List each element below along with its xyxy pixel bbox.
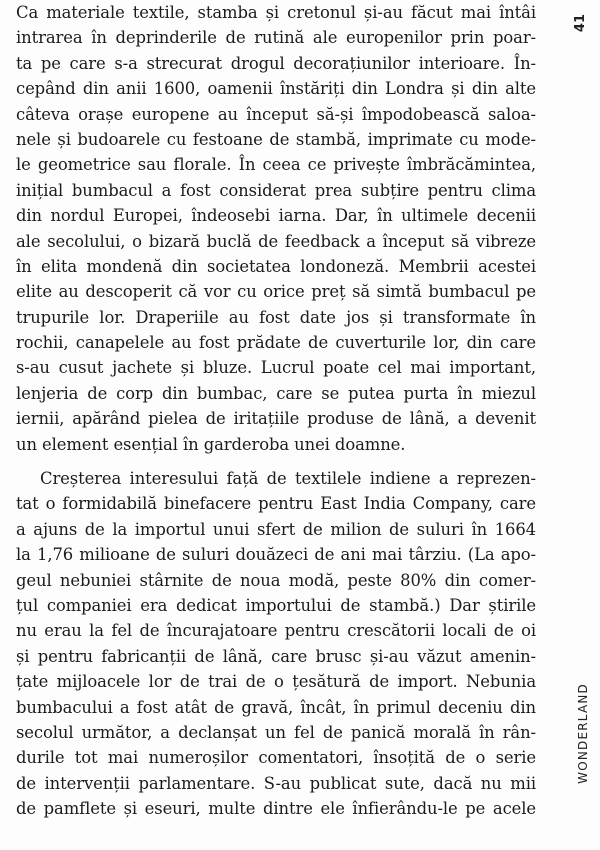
text-line: trupurile lor. Draperiile au fost date jos și transformate în <box>16 307 536 327</box>
text-line: nele și budoarele cu festoane de stambă, imprimate cu mode- <box>16 129 536 149</box>
text-line: Creșterea interesului față de textilele indiene a reprezen- <box>40 469 536 489</box>
running-head: WONDERLAND <box>576 683 590 784</box>
text-line: de pamflete și eseuri, multe dintre ele înfierându-le pe acele <box>16 799 536 819</box>
text-line: țul companiei era dedicat importului de stambă.) Dar știrile <box>16 595 536 615</box>
text-line: la 1,76 milioane de suluri douăzeci de ani mai târziu. (La apo- <box>16 545 536 565</box>
text-line: în elita mondenă din societatea londoneză. Membrii acestei <box>16 256 536 276</box>
text-line: lenjeria de corp din bumbac, care se putea purta în miezul <box>16 383 536 403</box>
text-line: câteva orașe europene au început să-și împodobească saloa- <box>16 104 536 124</box>
text-line: geul nebuniei stârnite de noua modă, peste 80% din comer- <box>16 570 536 590</box>
text-line: bumbacului a fost atât de gravă, încât, în primul deceniu din <box>16 697 536 717</box>
text-line: le geometrice sau florale. În ceea ce privește îmbrăcămintea, <box>16 155 536 175</box>
text-line: inițial bumbacul a fost considerat prea subțire pentru clima <box>16 180 536 200</box>
text-line: iernii, apărând pielea de iritațiile produse de lână, a devenit <box>16 409 536 429</box>
text-line: nu erau la fel de încurajatoare pentru crescătorii locali de oi <box>16 621 536 641</box>
text-line: țate mijloacele lor de trai de o țesătură de import. Nebunia <box>16 672 536 692</box>
text-line: și pentru fabricanții de lână, care brusc și-au văzut amenin- <box>16 646 536 666</box>
text-line: din nordul Europei, îndeosebi iarna. Dar, în ultimele decenii <box>16 206 536 226</box>
text-line: durile tot mai numeroșilor comentatori, însoțită de o serie <box>16 748 536 768</box>
text-line: s-au cusut jachete și bluze. Lucrul poate cel mai important, <box>16 358 536 378</box>
text-line: tat o formidabilă binefacere pentru East India Company, care <box>16 494 536 514</box>
text-line: rochii, canapelele au fost prădate de cuverturile lor, din care <box>16 333 536 353</box>
text-line: elite au descoperit că vor cu orice preț să simtă bumbacul pe <box>16 282 536 302</box>
text-line: cepând din anii 1600, oamenii înstăriți din Londra și din alte <box>16 79 536 99</box>
body-text <box>16 0 536 822</box>
page-number: 41 <box>573 14 588 33</box>
text-line: de intervenții parlamentare. S-au publicat sute, dacă nu mii <box>16 773 536 793</box>
text-line: ta pe care s-a strecurat drogul decorațiunilor interioare. În- <box>16 53 536 73</box>
text-line: un element esențial în garderoba unei doamne. <box>16 434 406 454</box>
text-line: Ca materiale textile, stamba și cretonul și-au făcut mai întâi <box>16 3 536 22</box>
text-line: a ajuns de la importul unui sfert de milion de suluri în 1664 <box>16 519 536 539</box>
text-line: intrarea în deprinderile de rutină ale europenilor prin poar- <box>16 28 536 48</box>
text-line: ale secolului, o bizară buclă de feedback a început să vibreze <box>16 231 536 251</box>
text-line: secolul următor, a declanșat un fel de panică morală în rân- <box>16 722 536 742</box>
